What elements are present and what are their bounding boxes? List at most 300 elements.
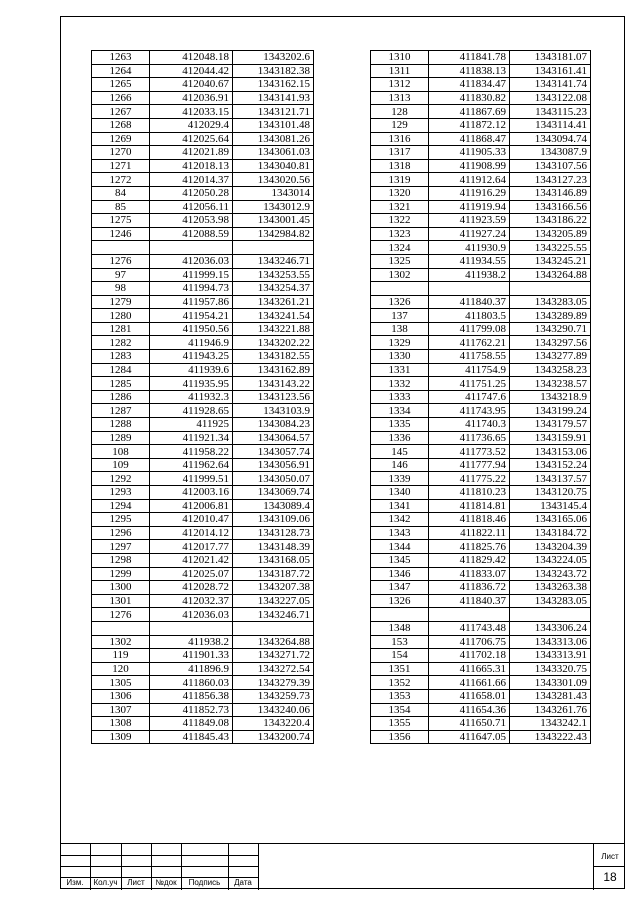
x-coordinate-cell: 411994.73 bbox=[150, 282, 233, 296]
x-coordinate-cell: 412018.13 bbox=[150, 159, 233, 173]
point-number-cell: 1320 bbox=[371, 186, 429, 200]
table-row bbox=[92, 540, 314, 554]
x-coordinate-cell: 411908.99 bbox=[429, 159, 510, 173]
y-coordinate-cell: 1343205.89 bbox=[510, 227, 591, 241]
x-coordinate-cell: 411810.23 bbox=[429, 486, 510, 500]
x-coordinate-cell: 411743.48 bbox=[429, 621, 510, 635]
y-coordinate-cell: 1343297.56 bbox=[510, 336, 591, 350]
x-coordinate-cell: 412040.67 bbox=[150, 78, 233, 92]
table-row bbox=[92, 621, 314, 635]
point-number-cell: 1265 bbox=[92, 78, 150, 92]
x-coordinate-cell: 411946.9 bbox=[150, 336, 233, 350]
x-coordinate-cell: 412025.64 bbox=[150, 132, 233, 146]
y-coordinate-cell: 1343320.75 bbox=[510, 662, 591, 676]
y-coordinate-cell: 1343064.57 bbox=[233, 431, 314, 445]
x-coordinate-cell: 412036.03 bbox=[150, 608, 233, 622]
point-number-cell: 1299 bbox=[92, 567, 150, 581]
x-coordinate-cell: 411962.64 bbox=[150, 458, 233, 472]
point-number-cell: 1263 bbox=[92, 51, 150, 65]
y-coordinate-cell: 1343202.6 bbox=[233, 51, 314, 65]
table-row bbox=[92, 635, 314, 649]
y-coordinate-cell: 1343283.05 bbox=[510, 594, 591, 608]
y-coordinate-cell: 1343277.89 bbox=[510, 350, 591, 364]
x-coordinate-cell: 411775.22 bbox=[429, 472, 510, 486]
y-coordinate-cell: 1343145.4 bbox=[510, 499, 591, 513]
y-coordinate-cell: 1343050.07 bbox=[233, 472, 314, 486]
x-coordinate-cell: 411852.73 bbox=[150, 703, 233, 717]
point-number-cell: 1266 bbox=[92, 91, 150, 105]
x-coordinate-cell: 411845.43 bbox=[150, 730, 233, 744]
point-number-cell: 1298 bbox=[92, 553, 150, 567]
x-coordinate-cell: 412010.47 bbox=[150, 513, 233, 527]
x-coordinate-cell: 412021.89 bbox=[150, 146, 233, 160]
point-number-cell: 1348 bbox=[371, 621, 429, 635]
table-row bbox=[92, 132, 314, 146]
x-coordinate-cell: 412036.03 bbox=[150, 254, 233, 268]
x-coordinate-cell: 411777.94 bbox=[429, 458, 510, 472]
y-coordinate-cell: 1343148.39 bbox=[233, 540, 314, 554]
table-row bbox=[371, 91, 591, 105]
table-row bbox=[371, 676, 591, 690]
table-row bbox=[371, 322, 591, 336]
point-number-cell: 1285 bbox=[92, 377, 150, 391]
table-row bbox=[92, 526, 314, 540]
table-row bbox=[371, 200, 591, 214]
table-row bbox=[371, 173, 591, 187]
x-coordinate-cell: 411921.34 bbox=[150, 431, 233, 445]
y-coordinate-cell: 1343012.9 bbox=[233, 200, 314, 214]
y-coordinate-cell: 1343187.72 bbox=[233, 567, 314, 581]
x-coordinate-cell: 412029.4 bbox=[150, 118, 233, 132]
x-coordinate-cell: 411803.5 bbox=[429, 309, 510, 323]
x-coordinate-cell: 411838.13 bbox=[429, 64, 510, 78]
x-coordinate-cell bbox=[150, 241, 233, 255]
point-number-cell: 1335 bbox=[371, 418, 429, 432]
point-number-cell: 1354 bbox=[371, 703, 429, 717]
y-coordinate-cell: 1343222.43 bbox=[510, 730, 591, 744]
table-row bbox=[371, 486, 591, 500]
table-row bbox=[371, 254, 591, 268]
point-number-cell: 1351 bbox=[371, 662, 429, 676]
table-row bbox=[92, 458, 314, 472]
y-coordinate-cell: 1343109.06 bbox=[233, 513, 314, 527]
point-number-cell: 1321 bbox=[371, 200, 429, 214]
y-coordinate-cell: 1343069.74 bbox=[233, 486, 314, 500]
y-coordinate-cell: 1343261.76 bbox=[510, 703, 591, 717]
x-coordinate-cell: 412017.77 bbox=[150, 540, 233, 554]
table-row bbox=[92, 676, 314, 690]
x-coordinate-cell: 411825.76 bbox=[429, 540, 510, 554]
x-coordinate-cell: 411943.25 bbox=[150, 350, 233, 364]
y-coordinate-cell: 1343162.89 bbox=[233, 363, 314, 377]
x-coordinate-cell: 411822.11 bbox=[429, 526, 510, 540]
point-number-cell: 1345 bbox=[371, 553, 429, 567]
point-number-cell: 120 bbox=[92, 662, 150, 676]
x-coordinate-cell: 411743.95 bbox=[429, 404, 510, 418]
point-number-cell: 1330 bbox=[371, 350, 429, 364]
y-coordinate-cell: 1343240.06 bbox=[233, 703, 314, 717]
table-row bbox=[92, 390, 314, 404]
table-row bbox=[92, 581, 314, 595]
x-coordinate-cell bbox=[429, 282, 510, 296]
x-coordinate-cell: 411901.33 bbox=[150, 649, 233, 663]
y-coordinate-cell: 1343313.91 bbox=[510, 649, 591, 663]
title-block-column-label: №док bbox=[155, 878, 177, 887]
y-coordinate-cell: 1343246.71 bbox=[233, 608, 314, 622]
x-coordinate-cell: 412050.28 bbox=[150, 186, 233, 200]
point-number-cell: 85 bbox=[92, 200, 150, 214]
point-number-cell: 1323 bbox=[371, 227, 429, 241]
coordinates-table-right bbox=[370, 50, 591, 744]
y-coordinate-cell bbox=[233, 241, 314, 255]
y-coordinate-cell: 1343121.71 bbox=[233, 105, 314, 119]
x-coordinate-cell: 411957.86 bbox=[150, 295, 233, 309]
y-coordinate-cell: 1343243.72 bbox=[510, 567, 591, 581]
table-row bbox=[371, 513, 591, 527]
table-row bbox=[371, 472, 591, 486]
table-row bbox=[371, 703, 591, 717]
y-coordinate-cell: 1343227.05 bbox=[233, 594, 314, 608]
x-coordinate-cell: 412033.15 bbox=[150, 105, 233, 119]
y-coordinate-cell: 1343061.03 bbox=[233, 146, 314, 160]
y-coordinate-cell: 1343089.4 bbox=[233, 499, 314, 513]
y-coordinate-cell: 1343162.15 bbox=[233, 78, 314, 92]
point-number-cell bbox=[92, 241, 150, 255]
y-coordinate-cell: 1343220.4 bbox=[233, 717, 314, 731]
table-row bbox=[92, 377, 314, 391]
y-coordinate-cell: 1343001.45 bbox=[233, 214, 314, 228]
table-row bbox=[92, 404, 314, 418]
table-row bbox=[371, 78, 591, 92]
point-number-cell: 1282 bbox=[92, 336, 150, 350]
x-coordinate-cell: 411836.72 bbox=[429, 581, 510, 595]
x-coordinate-cell: 411834.47 bbox=[429, 78, 510, 92]
x-coordinate-cell: 411954.21 bbox=[150, 309, 233, 323]
x-coordinate-cell: 411833.07 bbox=[429, 567, 510, 581]
point-number-cell: 1296 bbox=[92, 526, 150, 540]
sheet-number: 18 bbox=[603, 870, 617, 884]
x-coordinate-cell bbox=[429, 608, 510, 622]
y-coordinate-cell: 1343245.21 bbox=[510, 254, 591, 268]
y-coordinate-cell: 1343281.43 bbox=[510, 689, 591, 703]
table-row bbox=[92, 227, 314, 241]
point-number-cell: 119 bbox=[92, 649, 150, 663]
table-row bbox=[92, 445, 314, 459]
table-row bbox=[371, 227, 591, 241]
point-number-cell: 1334 bbox=[371, 404, 429, 418]
point-number-cell: 1268 bbox=[92, 118, 150, 132]
point-number-cell: 1300 bbox=[92, 581, 150, 595]
x-coordinate-cell: 412028.72 bbox=[150, 581, 233, 595]
y-coordinate-cell: 1343040.81 bbox=[233, 159, 314, 173]
title-block-column-label: Кол.уч bbox=[93, 878, 118, 887]
point-number-cell: 1311 bbox=[371, 64, 429, 78]
table-row bbox=[92, 649, 314, 663]
table-row bbox=[371, 418, 591, 432]
y-coordinate-cell: 1343107.56 bbox=[510, 159, 591, 173]
x-coordinate-cell: 411840.37 bbox=[429, 594, 510, 608]
y-coordinate-cell: 1343246.71 bbox=[233, 254, 314, 268]
x-coordinate-cell: 411654.36 bbox=[429, 703, 510, 717]
y-coordinate-cell: 1343020.56 bbox=[233, 173, 314, 187]
point-number-cell: 1308 bbox=[92, 717, 150, 731]
y-coordinate-cell: 1343094.74 bbox=[510, 132, 591, 146]
point-number-cell: 108 bbox=[92, 445, 150, 459]
table-row bbox=[371, 404, 591, 418]
y-coordinate-cell: 1343141.74 bbox=[510, 78, 591, 92]
y-coordinate-cell: 1343128.73 bbox=[233, 526, 314, 540]
point-number-cell: 1286 bbox=[92, 390, 150, 404]
x-coordinate-cell: 411841.78 bbox=[429, 51, 510, 65]
table-row bbox=[371, 268, 591, 282]
x-coordinate-cell: 411754.9 bbox=[429, 363, 510, 377]
table-row bbox=[92, 241, 314, 255]
x-coordinate-cell: 411999.15 bbox=[150, 268, 233, 282]
x-coordinate-cell: 411814.81 bbox=[429, 499, 510, 513]
y-coordinate-cell: 1343056.91 bbox=[233, 458, 314, 472]
point-number-cell: 1326 bbox=[371, 295, 429, 309]
table-row bbox=[92, 91, 314, 105]
y-coordinate-cell: 1343143.22 bbox=[233, 377, 314, 391]
table-row bbox=[92, 78, 314, 92]
table-row bbox=[371, 282, 591, 296]
x-coordinate-cell: 411923.59 bbox=[429, 214, 510, 228]
x-coordinate-cell: 411916.29 bbox=[429, 186, 510, 200]
x-coordinate-cell: 411896.9 bbox=[150, 662, 233, 676]
point-number-cell: 1341 bbox=[371, 499, 429, 513]
point-number-cell: 1288 bbox=[92, 418, 150, 432]
table-row bbox=[371, 445, 591, 459]
point-number-cell: 146 bbox=[371, 458, 429, 472]
y-coordinate-cell: 1343146.89 bbox=[510, 186, 591, 200]
y-coordinate-cell: 1343165.06 bbox=[510, 513, 591, 527]
y-coordinate-cell: 1343224.05 bbox=[510, 553, 591, 567]
y-coordinate-cell: 1343141.93 bbox=[233, 91, 314, 105]
x-coordinate-cell: 411912.64 bbox=[429, 173, 510, 187]
y-coordinate-cell: 1343258.23 bbox=[510, 363, 591, 377]
table-row bbox=[92, 173, 314, 187]
table-row bbox=[371, 594, 591, 608]
table-row bbox=[92, 322, 314, 336]
y-coordinate-cell: 1343168.05 bbox=[233, 553, 314, 567]
table-row bbox=[371, 350, 591, 364]
table-row bbox=[371, 431, 591, 445]
x-coordinate-cell: 411830.82 bbox=[429, 91, 510, 105]
x-coordinate-cell: 411849.08 bbox=[150, 717, 233, 731]
point-number-cell: 1324 bbox=[371, 241, 429, 255]
x-coordinate-cell: 412021.42 bbox=[150, 553, 233, 567]
point-number-cell: 1310 bbox=[371, 51, 429, 65]
point-number-cell: 1305 bbox=[92, 676, 150, 690]
point-number-cell: 1343 bbox=[371, 526, 429, 540]
table-row bbox=[371, 295, 591, 309]
x-coordinate-cell: 412056.11 bbox=[150, 200, 233, 214]
point-number-cell: 1283 bbox=[92, 350, 150, 364]
x-coordinate-cell: 411856.38 bbox=[150, 689, 233, 703]
point-number-cell: 128 bbox=[371, 105, 429, 119]
table-row bbox=[92, 146, 314, 160]
point-number-cell: 1271 bbox=[92, 159, 150, 173]
title-block-column-label: Подпись bbox=[188, 878, 221, 887]
y-coordinate-cell: 1343261.21 bbox=[233, 295, 314, 309]
x-coordinate-cell bbox=[150, 621, 233, 635]
y-coordinate-cell: 1343179.57 bbox=[510, 418, 591, 432]
point-number-cell: 1332 bbox=[371, 377, 429, 391]
table-row bbox=[92, 513, 314, 527]
point-number-cell: 1307 bbox=[92, 703, 150, 717]
y-coordinate-cell: 1343101.48 bbox=[233, 118, 314, 132]
point-number-cell: 1269 bbox=[92, 132, 150, 146]
y-coordinate-cell: 1343313.06 bbox=[510, 635, 591, 649]
y-coordinate-cell: 1343014 bbox=[233, 186, 314, 200]
table-row bbox=[371, 730, 591, 744]
x-coordinate-cell: 411650.71 bbox=[429, 717, 510, 731]
point-number-cell: 98 bbox=[92, 282, 150, 296]
coordinates-table-left bbox=[91, 50, 314, 744]
x-coordinate-cell: 412036.91 bbox=[150, 91, 233, 105]
point-number-cell: 1264 bbox=[92, 64, 150, 78]
table-row bbox=[371, 499, 591, 513]
x-coordinate-cell: 411702.18 bbox=[429, 649, 510, 663]
x-coordinate-cell: 411872.12 bbox=[429, 118, 510, 132]
y-coordinate-cell: 1343238.57 bbox=[510, 377, 591, 391]
table-row bbox=[371, 146, 591, 160]
x-coordinate-cell: 411938.2 bbox=[150, 635, 233, 649]
point-number-cell: 1302 bbox=[371, 268, 429, 282]
table-row bbox=[92, 295, 314, 309]
table-row bbox=[92, 703, 314, 717]
title-block-divider bbox=[593, 844, 594, 890]
y-coordinate-cell: 1343127.23 bbox=[510, 173, 591, 187]
table-row bbox=[92, 105, 314, 119]
point-number-cell: 1317 bbox=[371, 146, 429, 160]
x-coordinate-cell: 411762.21 bbox=[429, 336, 510, 350]
x-coordinate-cell: 411647.05 bbox=[429, 730, 510, 744]
y-coordinate-cell: 1343202.22 bbox=[233, 336, 314, 350]
y-coordinate-cell: 1343253.55 bbox=[233, 268, 314, 282]
y-coordinate-cell: 1343271.72 bbox=[233, 649, 314, 663]
x-coordinate-cell: 411829.42 bbox=[429, 553, 510, 567]
point-number-cell: 1319 bbox=[371, 173, 429, 187]
table-row bbox=[92, 200, 314, 214]
y-coordinate-cell: 1343272.54 bbox=[233, 662, 314, 676]
sheet-cell-divider bbox=[593, 866, 625, 867]
point-number-cell: 1280 bbox=[92, 309, 150, 323]
point-number-cell: 1325 bbox=[371, 254, 429, 268]
point-number-cell: 1292 bbox=[92, 472, 150, 486]
x-coordinate-cell: 412014.12 bbox=[150, 526, 233, 540]
table-row bbox=[371, 689, 591, 703]
table-row bbox=[92, 64, 314, 78]
point-number-cell: 1329 bbox=[371, 336, 429, 350]
point-number-cell: 1316 bbox=[371, 132, 429, 146]
y-coordinate-cell: 1343081.26 bbox=[233, 132, 314, 146]
table-row bbox=[92, 336, 314, 350]
point-number-cell: 145 bbox=[371, 445, 429, 459]
y-coordinate-cell: 1343115.23 bbox=[510, 105, 591, 119]
point-number-cell: 1246 bbox=[92, 227, 150, 241]
table-row bbox=[371, 105, 591, 119]
point-number-cell: 1355 bbox=[371, 717, 429, 731]
x-coordinate-cell: 412088.59 bbox=[150, 227, 233, 241]
point-number-cell: 138 bbox=[371, 322, 429, 336]
point-number-cell: 1326 bbox=[371, 594, 429, 608]
table-row bbox=[371, 132, 591, 146]
table-row bbox=[92, 51, 314, 65]
y-coordinate-cell: 1343306.24 bbox=[510, 621, 591, 635]
y-coordinate-cell: 1343122.08 bbox=[510, 91, 591, 105]
y-coordinate-cell: 1343057.74 bbox=[233, 445, 314, 459]
table-row bbox=[371, 621, 591, 635]
table-row bbox=[371, 567, 591, 581]
x-coordinate-cell: 411939.6 bbox=[150, 363, 233, 377]
x-coordinate-cell: 411840.37 bbox=[429, 295, 510, 309]
y-coordinate-cell: 1343182.38 bbox=[233, 64, 314, 78]
y-coordinate-cell: 1343289.89 bbox=[510, 309, 591, 323]
point-number-cell: 154 bbox=[371, 649, 429, 663]
table-row bbox=[92, 431, 314, 445]
y-coordinate-cell: 1343184.72 bbox=[510, 526, 591, 540]
table-row bbox=[371, 309, 591, 323]
y-coordinate-cell: 1343204.39 bbox=[510, 540, 591, 554]
table-row bbox=[371, 649, 591, 663]
y-coordinate-cell bbox=[233, 621, 314, 635]
x-coordinate-cell: 411925 bbox=[150, 418, 233, 432]
y-coordinate-cell: 1343225.55 bbox=[510, 241, 591, 255]
point-number-cell: 1272 bbox=[92, 173, 150, 187]
y-coordinate-cell: 1343181.07 bbox=[510, 51, 591, 65]
table-row bbox=[92, 689, 314, 703]
point-number-cell: 1289 bbox=[92, 431, 150, 445]
y-coordinate-cell: 1343207.38 bbox=[233, 581, 314, 595]
x-coordinate-cell: 412048.18 bbox=[150, 51, 233, 65]
title-block-column-label: Лист bbox=[127, 878, 145, 887]
y-coordinate-cell: 1343182.55 bbox=[233, 350, 314, 364]
point-number-cell: 153 bbox=[371, 635, 429, 649]
y-coordinate-cell: 1343153.06 bbox=[510, 445, 591, 459]
y-coordinate-cell: 1343254.37 bbox=[233, 282, 314, 296]
table-row bbox=[371, 581, 591, 595]
x-coordinate-cell: 411958.22 bbox=[150, 445, 233, 459]
point-number-cell: 1356 bbox=[371, 730, 429, 744]
title-block-column-label: Дата bbox=[234, 878, 252, 887]
point-number-cell: 1322 bbox=[371, 214, 429, 228]
title-block bbox=[60, 843, 625, 889]
x-coordinate-cell: 411751.25 bbox=[429, 377, 510, 391]
x-coordinate-cell: 411950.56 bbox=[150, 322, 233, 336]
x-coordinate-cell: 411740.3 bbox=[429, 418, 510, 432]
table-row bbox=[92, 472, 314, 486]
table-row bbox=[371, 390, 591, 404]
point-number-cell: 1333 bbox=[371, 390, 429, 404]
y-coordinate-cell: 1343259.73 bbox=[233, 689, 314, 703]
table-row bbox=[92, 418, 314, 432]
table-row bbox=[92, 214, 314, 228]
point-number-cell: 1284 bbox=[92, 363, 150, 377]
y-coordinate-cell bbox=[510, 608, 591, 622]
point-number-cell: 97 bbox=[92, 268, 150, 282]
x-coordinate-cell: 412006.81 bbox=[150, 499, 233, 513]
table-row bbox=[371, 186, 591, 200]
table-row bbox=[371, 214, 591, 228]
table-row bbox=[371, 159, 591, 173]
x-coordinate-cell: 412003.16 bbox=[150, 486, 233, 500]
x-coordinate-cell: 411930.9 bbox=[429, 241, 510, 255]
table-row bbox=[371, 363, 591, 377]
table-row bbox=[371, 526, 591, 540]
table-row bbox=[371, 553, 591, 567]
title-block-divider bbox=[258, 844, 259, 890]
